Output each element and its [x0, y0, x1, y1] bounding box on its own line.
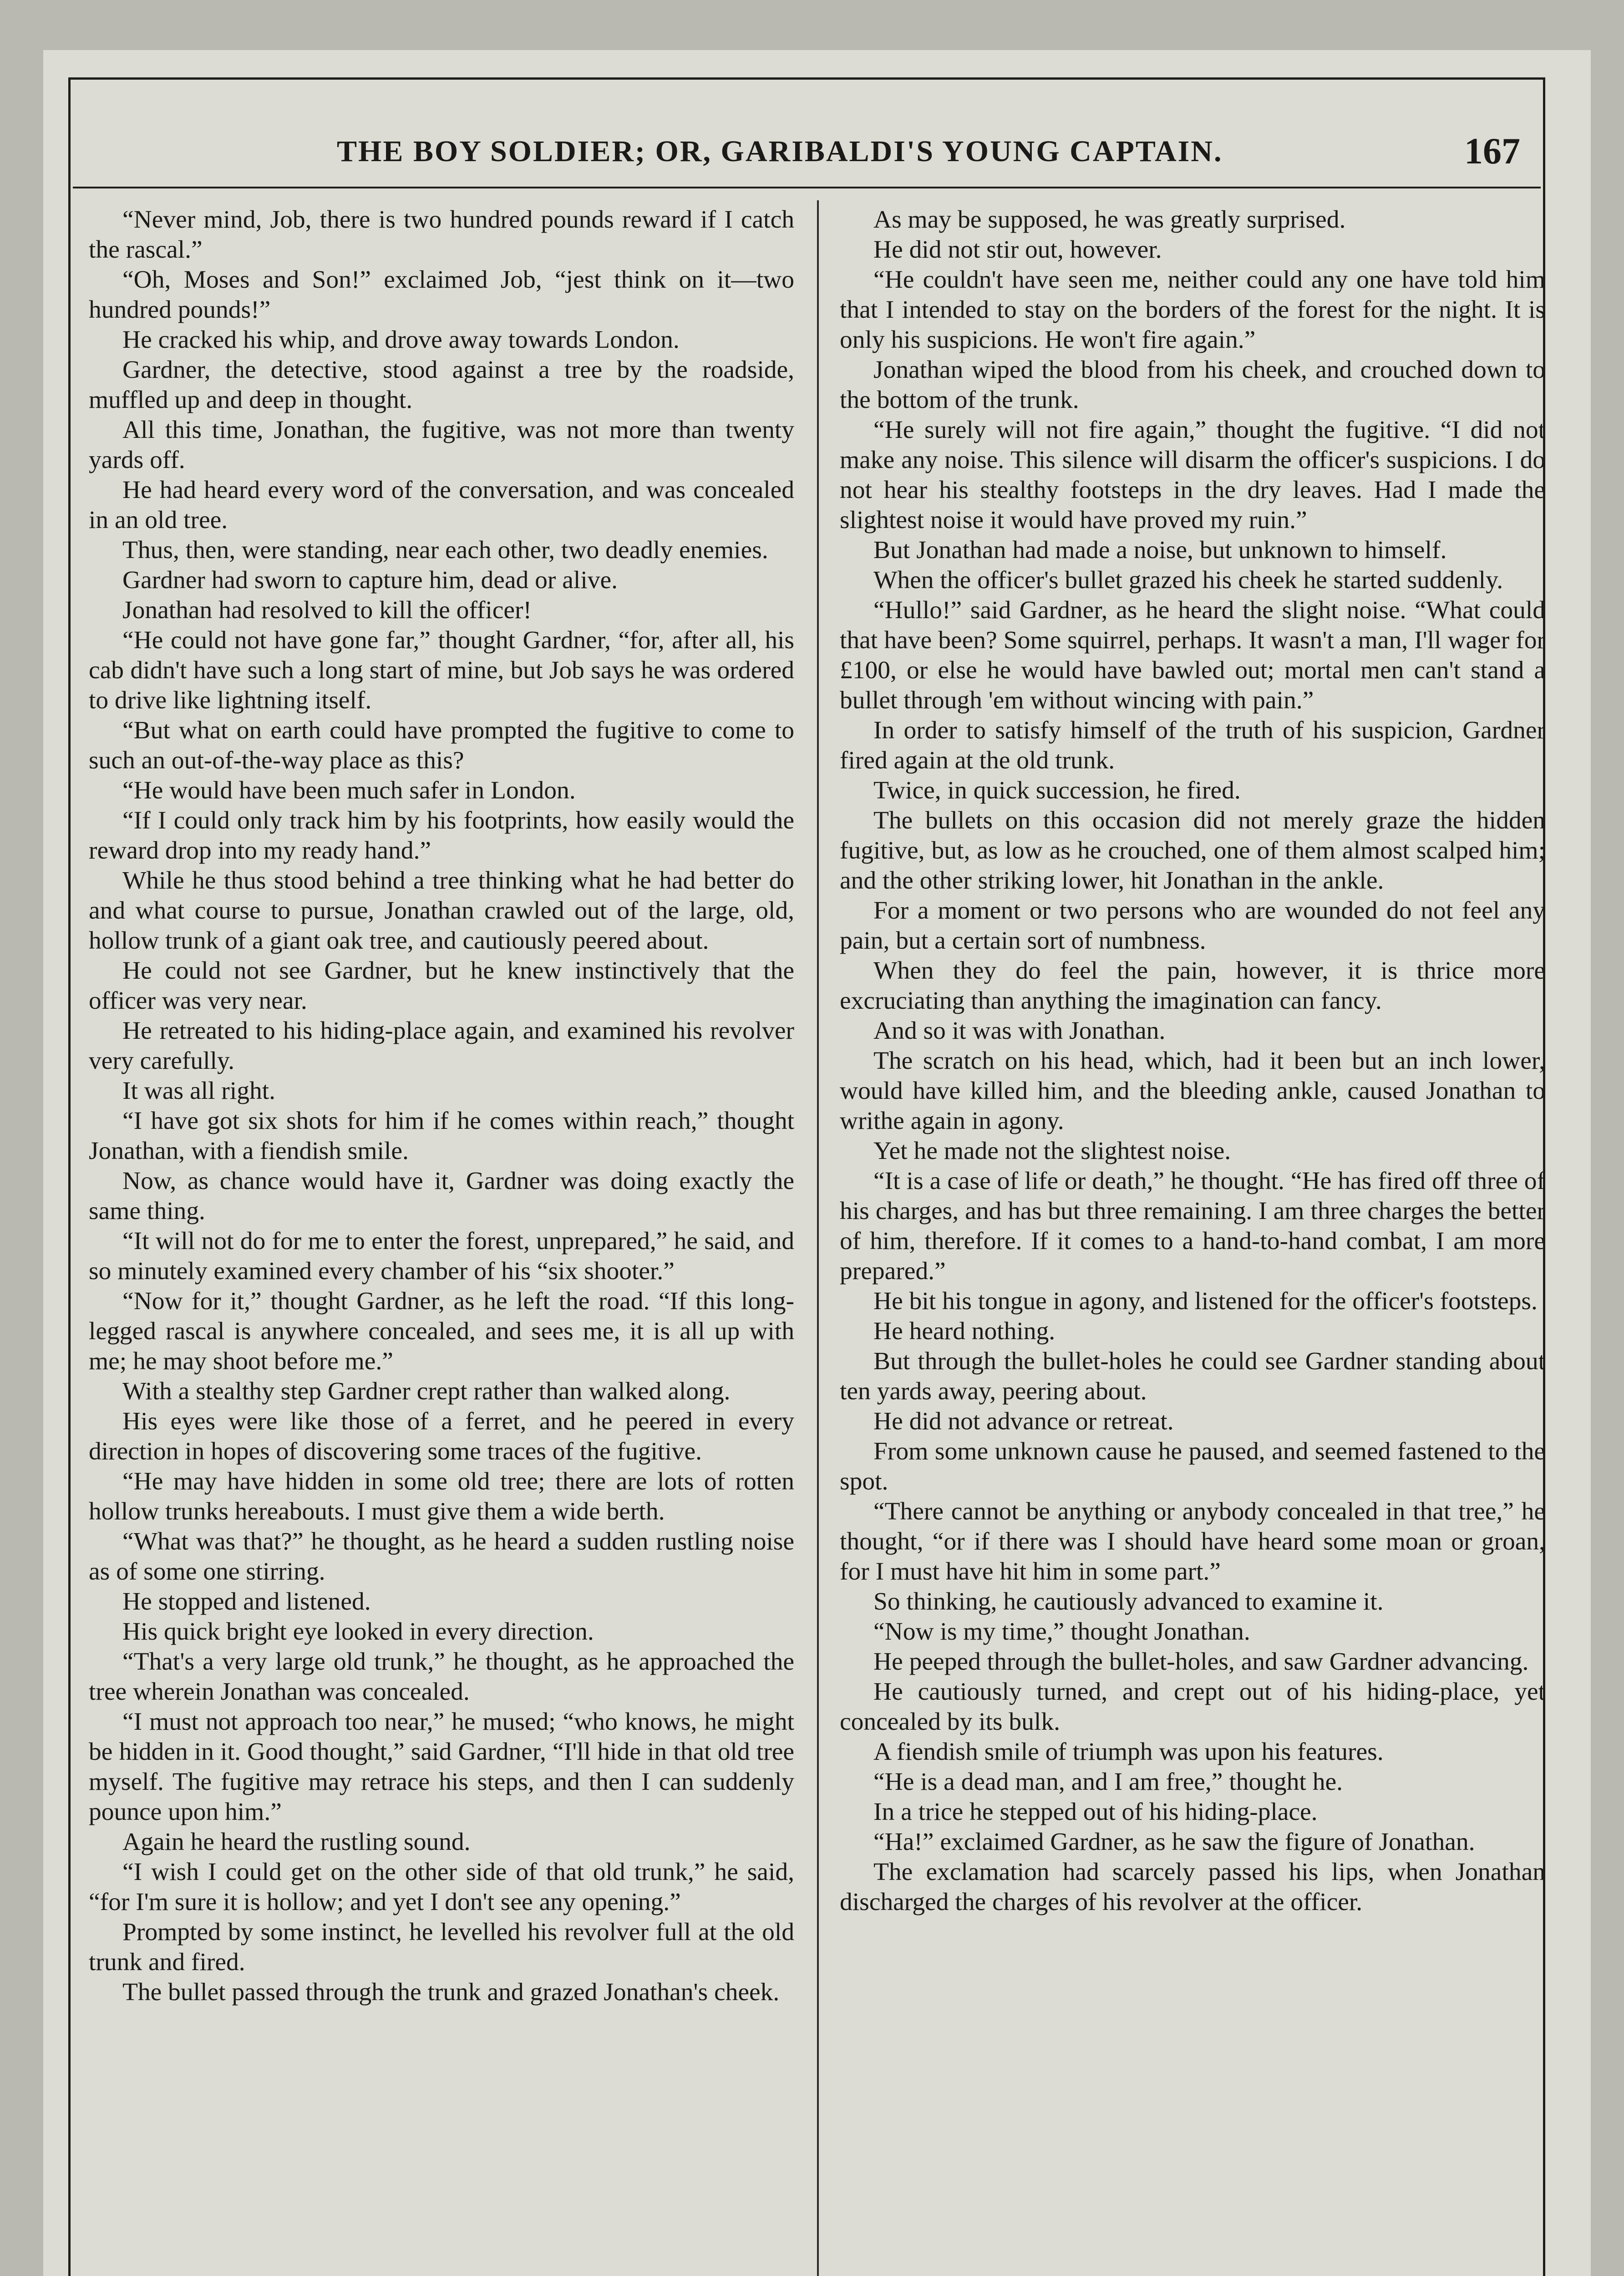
paragraph: “I must not approach too near,” he mused; “who knows, he might be hidden in it. Good thought,” said Gardner, “I'll hide in that old tree myself. The fugitive may retrace his steps, and then I can suddenly pounce upon him.” [89, 1708, 794, 1826]
paragraph: “Ha!” exclaimed Gardner, as he saw the figure of Jonathan. [873, 1828, 1475, 1856]
paragraph: He had heard every word of the conversation, and was concealed in an old tree. [89, 476, 794, 534]
paragraph: He peeped through the bullet-holes, and saw Gardner advancing. [873, 1648, 1529, 1676]
paragraph: He cracked his whip, and drove away towards London. [122, 326, 680, 354]
paragraph: “There cannot be anything or anybody concealed in that tree,” he thought, “or if there was I should have heard some moan or groan, for I must have hit him in some part.” [840, 1498, 1545, 1585]
paragraph: It was all right. [122, 1077, 276, 1105]
paragraph: All this time, Jonathan, the fugitive, was not more than twenty yards off. [89, 416, 794, 474]
paragraph: “He could not have gone far,” thought Gardner, “for, after all, his cab didn't have such a long start of mine, but Job says he was ordered to drive like lightning itself. [89, 626, 794, 714]
paragraph: In a trice he stepped out of his hiding-place. [873, 1798, 1318, 1826]
text-column-left [89, 205, 794, 2276]
paragraph: He did not advance or retreat. [873, 1407, 1174, 1435]
paragraph: And so it was with Jonathan. [873, 1017, 1166, 1045]
paragraph: With a stealthy step Gardner crept rather than walked along. [122, 1377, 731, 1405]
paragraph: He stopped and listened. [122, 1588, 371, 1616]
paragraph: “He may have hidden in some old tree; there are lots of rotten hollow trunks hereabouts. I must give them a wide berth. [89, 1468, 794, 1525]
paragraph: “He surely will not fire again,” thought the fugitive. “I did not make any noise. This silence will disarm the officer's suspicions. I do not hear his stealthy footsteps in the dry leaves. Had I made the slightest noise it would have proved my ruin.” [840, 416, 1545, 534]
paragraph: The scratch on his head, which, had it been but an inch lower, would have killed him, and the bleeding ankle, caused Jonathan to writhe again in agony. [840, 1047, 1545, 1135]
paragraph: “I have got six shots for him if he comes within reach,” thought Jonathan, with a fiendish smile. [89, 1107, 794, 1165]
running-title: THE BOY SOLDIER; OR, GARIBALDI'S YOUNG CAPTAIN. [337, 135, 1223, 168]
page-number: 167 [1464, 130, 1520, 172]
paragraph: “I wish I could get on the other side of that old trunk,” he said, “for I'm sure it is hollow; and yet I don't see any opening.” [89, 1858, 794, 1916]
paragraph: “He is a dead man, and I am free,” thought he. [873, 1768, 1343, 1796]
paragraph: But Jonathan had made a noise, but unknown to himself. [873, 536, 1447, 564]
paragraph: Jonathan had resolved to kill the officer! [122, 596, 532, 624]
paragraph: He cautiously turned, and crept out of his hiding-place, yet concealed by its bulk. [840, 1678, 1545, 1736]
paragraph: While he thus stood behind a tree thinking what he had better do and what course to pursue, Jonathan crawled out of the large, old, hollow trunk of a giant oak tree, and cautiously peered about. [89, 867, 794, 955]
paragraph: His quick bright eye looked in every direction. [122, 1618, 594, 1646]
paragraph: A fiendish smile of triumph was upon his features. [873, 1738, 1384, 1766]
paragraph: He bit his tongue in agony, and listened for the officer's footsteps. [873, 1287, 1538, 1315]
paragraph: “Never mind, Job, there is two hundred pounds reward if I catch the rascal.” [89, 206, 794, 264]
paragraph: From some unknown cause he paused, and seemed fastened to the spot. [840, 1438, 1545, 1495]
paragraph: Twice, in quick succession, he fired. [873, 777, 1241, 804]
paragraph: Jonathan wiped the blood from his cheek, and crouched down to the bottom of the trunk. [840, 356, 1545, 414]
paragraph: “Now for it,” thought Gardner, as he left the road. “If this long-legged rascal is anywhere concealed, and sees me, it is all up with me; he may shoot before me.” [89, 1287, 794, 1375]
paragraph: For a moment or two persons who are wounded do not feel any pain, but a certain sort of numbness. [840, 897, 1545, 955]
paragraph: “He couldn't have seen me, neither could any one have told him that I intended to stay on the borders of the forest for the night. It is only his suspicions. He won't fire again.” [840, 266, 1545, 354]
header-rule [73, 187, 1541, 188]
paragraph: “Hullo!” said Gardner, as he heard the slight noise. “What could that have been? Some squirrel, perhaps. It wasn't a man, I'll wager for £100, or else he would have bawled out; mortal men can't stand a bullet through 'em without wincing with pain.” [840, 596, 1545, 714]
paragraph: “That's a very large old trunk,” he thought, as he approached the tree wherein Jonathan was concealed. [89, 1648, 794, 1706]
paragraph: But through the bullet-holes he could see Gardner standing about ten yards away, peering about. [840, 1347, 1545, 1405]
paragraph: Prompted by some instinct, he levelled his revolver full at the old trunk and fired. [89, 1918, 794, 1976]
paragraph: As may be supposed, he was greatly surprised. [873, 206, 1346, 234]
paragraph: “He would have been much safer in London. [122, 777, 576, 804]
paragraph: The bullets on this occasion did not merely graze the hidden fugitive, but, as low as he crouched, one of them almost scalped him; and the other striking lower, hit Jonathan in the ankle. [840, 807, 1545, 894]
paragraph: So thinking, he cautiously advanced to examine it. [873, 1588, 1384, 1616]
paragraph: “It is a case of life or death,” he thought. “He has fired off three of his charges, and has but three remaining. I am three charges the better of him, therefore. If it comes to a hand-to-hand combat, I am more prepared.” [840, 1167, 1545, 1285]
paragraph: He retreated to his hiding-place again, and examined his revolver very carefully. [89, 1017, 794, 1075]
paragraph: In order to satisfy himself of the truth of his suspicion, Gardner fired again at the old trunk. [840, 716, 1545, 774]
paragraph: “Oh, Moses and Son!” exclaimed Job, “jest think on it—two hundred pounds!” [89, 266, 794, 324]
paragraph: “What was that?” he thought, as he heard a sudden rustling noise as of some one stirring. [89, 1528, 794, 1585]
paragraph: Now, as chance would have it, Gardner was doing exactly the same thing. [89, 1167, 794, 1225]
paragraph: Yet he made not the slightest noise. [873, 1137, 1231, 1165]
paragraph: “Now is my time,” thought Jonathan. [873, 1618, 1250, 1646]
paragraph: When they do feel the pain, however, it is thrice more excruciating than anything the imagination can fancy. [840, 957, 1545, 1015]
paragraph: The exclamation had scarcely passed his lips, when Jonathan discharged the charges of his revolver at the officer. [840, 1858, 1545, 1916]
paragraph: Gardner had sworn to capture him, dead or alive. [122, 566, 618, 594]
paragraph: Thus, then, were standing, near each other, two deadly enemies. [122, 536, 768, 564]
page-header [109, 130, 1529, 184]
paragraph: “If I could only track him by his footprints, how easily would the reward drop into my ready hand.” [89, 807, 794, 864]
text-column-right [840, 205, 1545, 2276]
paragraph: “But what on earth could have prompted the fugitive to come to such an out-of-the-way place as this? [89, 716, 794, 774]
paragraph: “It will not do for me to enter the forest, unprepared,” he said, and so minutely examined every chamber of his “six shooter.” [89, 1227, 794, 1285]
column-divider [817, 200, 819, 2276]
paragraph: He could not see Gardner, but he knew instinctively that the officer was very near. [89, 957, 794, 1015]
paragraph: Gardner, the detective, stood against a tree by the roadside, muffled up and deep in thought. [89, 356, 794, 414]
paragraph: Again he heard the rustling sound. [122, 1828, 471, 1856]
paragraph: The bullet passed through the trunk and grazed Jonathan's cheek. [122, 1978, 780, 2006]
paragraph: His eyes were like those of a ferret, and he peered in every direction in hopes of discovering some traces of the fugitive. [89, 1407, 794, 1465]
paragraph: He did not stir out, however. [873, 236, 1162, 264]
paragraph: When the officer's bullet grazed his cheek he started suddenly. [873, 566, 1503, 594]
paragraph: He heard nothing. [873, 1317, 1056, 1345]
